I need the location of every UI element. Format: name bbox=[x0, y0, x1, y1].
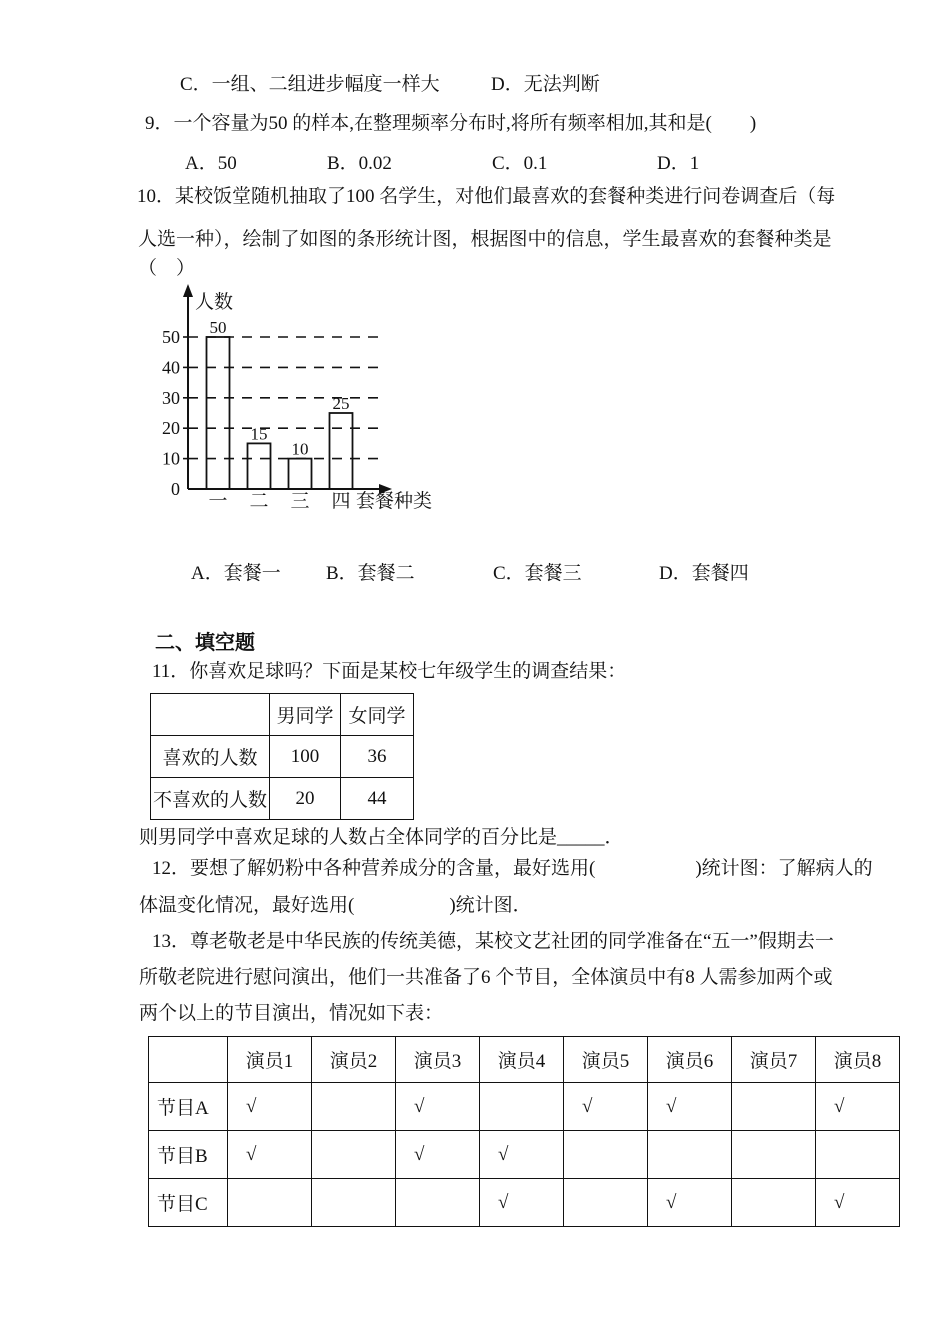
bar-chart-figure bbox=[140, 282, 460, 517]
table-cell: √ bbox=[396, 1131, 480, 1179]
question-10-options-row bbox=[0, 558, 820, 584]
svg-text:40: 40 bbox=[162, 357, 180, 378]
svg-text:0: 0 bbox=[171, 479, 180, 499]
question-10-line1: 10．某校饭堂随机抽取了100 名学生，对他们最喜欢的套餐种类进行问卷调查后（每 bbox=[137, 186, 836, 207]
table-row bbox=[149, 1037, 900, 1083]
table-cell: 20 bbox=[270, 778, 341, 820]
table-cell: √ bbox=[816, 1083, 900, 1131]
svg-text:一: 一 bbox=[208, 491, 228, 512]
question-10-line3: （ ） bbox=[138, 258, 196, 279]
table-header-cell: 演员4 bbox=[480, 1037, 564, 1083]
table-header-cell: 男同学 bbox=[270, 694, 341, 736]
table-cell bbox=[648, 1131, 732, 1179]
svg-text:三: 三 bbox=[290, 491, 310, 512]
table-cell: √ bbox=[228, 1131, 312, 1179]
question-9-stem: 9．一个容量为50 的样本,在整理频率分布时,将所有频率相加,其和是( ) bbox=[145, 113, 757, 134]
q11-survey-table bbox=[150, 693, 414, 820]
table-row bbox=[149, 1131, 900, 1179]
table-cell bbox=[816, 1131, 900, 1179]
q12-line2-post: )统计图． bbox=[449, 895, 532, 916]
table-header-cell: 演员3 bbox=[396, 1037, 480, 1083]
table-header-cell: 演员2 bbox=[312, 1037, 396, 1083]
q9-option-b: B．0.02 bbox=[327, 153, 392, 174]
table-cell: √ bbox=[648, 1179, 732, 1227]
table-header-cell bbox=[151, 694, 270, 736]
table-header-cell: 演员8 bbox=[816, 1037, 900, 1083]
q10-option-c: C．套餐三 bbox=[493, 563, 582, 584]
table-cell: √ bbox=[396, 1083, 480, 1131]
question-12-line2 bbox=[139, 894, 532, 917]
table-header-cell bbox=[149, 1037, 228, 1083]
q8-option-c: C．一组、二组进步幅度一样大 bbox=[180, 74, 440, 95]
q10-option-d: D．套餐四 bbox=[659, 563, 749, 584]
table-row bbox=[149, 1083, 900, 1131]
svg-text:10: 10 bbox=[291, 439, 309, 459]
svg-text:30: 30 bbox=[162, 387, 180, 408]
table-row-label: 节目A bbox=[149, 1083, 228, 1131]
table-cell: √ bbox=[480, 1179, 564, 1227]
svg-text:二: 二 bbox=[249, 491, 269, 512]
table-row-label: 节目B bbox=[149, 1131, 228, 1179]
question-9-options-row bbox=[0, 148, 820, 174]
svg-text:套餐种类: 套餐种类 bbox=[356, 491, 433, 512]
table-cell bbox=[312, 1131, 396, 1179]
q13-performers-table bbox=[148, 1036, 900, 1227]
question-8-options-row bbox=[0, 69, 820, 95]
q10-option-a: A．套餐一 bbox=[191, 563, 281, 584]
table-cell bbox=[564, 1131, 648, 1179]
table-row bbox=[149, 1179, 900, 1227]
svg-text:15: 15 bbox=[250, 424, 268, 444]
table-cell bbox=[228, 1179, 312, 1227]
table-cell: √ bbox=[480, 1131, 564, 1179]
svg-text:50: 50 bbox=[162, 327, 180, 347]
table-cell: √ bbox=[648, 1083, 732, 1131]
table-row-label: 不喜欢的人数 bbox=[151, 778, 270, 820]
table-header-cell: 演员6 bbox=[648, 1037, 732, 1083]
question-11-stem: 11．你喜欢足球吗？下面是某校七年级学生的调查结果： bbox=[152, 661, 627, 682]
table-row bbox=[151, 694, 414, 736]
table-cell: 36 bbox=[341, 736, 414, 778]
question-13-line3: 两个以上的节目演出，情况如下表： bbox=[139, 1003, 444, 1024]
svg-text:10: 10 bbox=[162, 448, 180, 469]
table-cell bbox=[396, 1179, 480, 1227]
svg-text:人数: 人数 bbox=[195, 292, 234, 313]
table-row bbox=[151, 736, 414, 778]
table-row-label: 喜欢的人数 bbox=[151, 736, 270, 778]
table-cell: 100 bbox=[270, 736, 341, 778]
svg-text:四: 四 bbox=[331, 491, 351, 512]
section-2-title: 二、填空题 bbox=[155, 632, 255, 654]
question-13-line2: 所敬老院进行慰问演出，他们一共准备了6 个节目，全体演员中有8 人需参加两个或 bbox=[139, 967, 833, 988]
table-cell bbox=[312, 1083, 396, 1131]
table-cell bbox=[480, 1083, 564, 1131]
table-cell bbox=[732, 1083, 816, 1131]
question-10-line2: 人选一种），绘制了如图的条形统计图，根据图中的信息，学生最喜欢的套餐种类是 bbox=[138, 229, 832, 250]
q8-option-d: D．无法判断 bbox=[491, 74, 600, 95]
svg-text:50: 50 bbox=[209, 318, 227, 337]
table-cell bbox=[564, 1179, 648, 1227]
q12-line1-post: )统计图：了解病人的 bbox=[695, 858, 873, 879]
table-row-label: 节目C bbox=[149, 1179, 228, 1227]
question-13-line1: 13．尊老敬老是中华民族的传统美德，某校文艺社团的同学准备在“五一”假期去一 bbox=[152, 931, 834, 952]
q9-option-c: C．0.1 bbox=[492, 153, 548, 174]
table-header-cell: 演员7 bbox=[732, 1037, 816, 1083]
bar-chart-svg bbox=[140, 282, 460, 517]
q11-followup: 则男同学中喜欢足球的人数占全体同学的百分比是_____． bbox=[139, 827, 624, 848]
table-cell: √ bbox=[228, 1083, 312, 1131]
table-row bbox=[151, 778, 414, 820]
table-cell bbox=[732, 1131, 816, 1179]
table-cell bbox=[312, 1179, 396, 1227]
table-cell bbox=[732, 1179, 816, 1227]
question-12-line1 bbox=[152, 857, 873, 880]
q12-line2-pre: 体温变化情况，最好选用( bbox=[139, 895, 355, 916]
svg-text:20: 20 bbox=[162, 418, 180, 439]
table-cell: 44 bbox=[341, 778, 414, 820]
table-header-cell: 演员1 bbox=[228, 1037, 312, 1083]
q9-option-d: D．1 bbox=[657, 153, 700, 174]
q10-option-b: B．套餐二 bbox=[326, 563, 415, 584]
svg-text:25: 25 bbox=[332, 394, 350, 413]
table-cell: √ bbox=[564, 1083, 648, 1131]
table-cell: √ bbox=[816, 1179, 900, 1227]
q9-option-a: A．50 bbox=[185, 153, 237, 174]
q12-line1-pre: 12．要想了解奶粉中各种营养成分的含量，最好选用( bbox=[152, 858, 596, 879]
table-header-cell: 演员5 bbox=[564, 1037, 648, 1083]
table-header-cell: 女同学 bbox=[341, 694, 414, 736]
